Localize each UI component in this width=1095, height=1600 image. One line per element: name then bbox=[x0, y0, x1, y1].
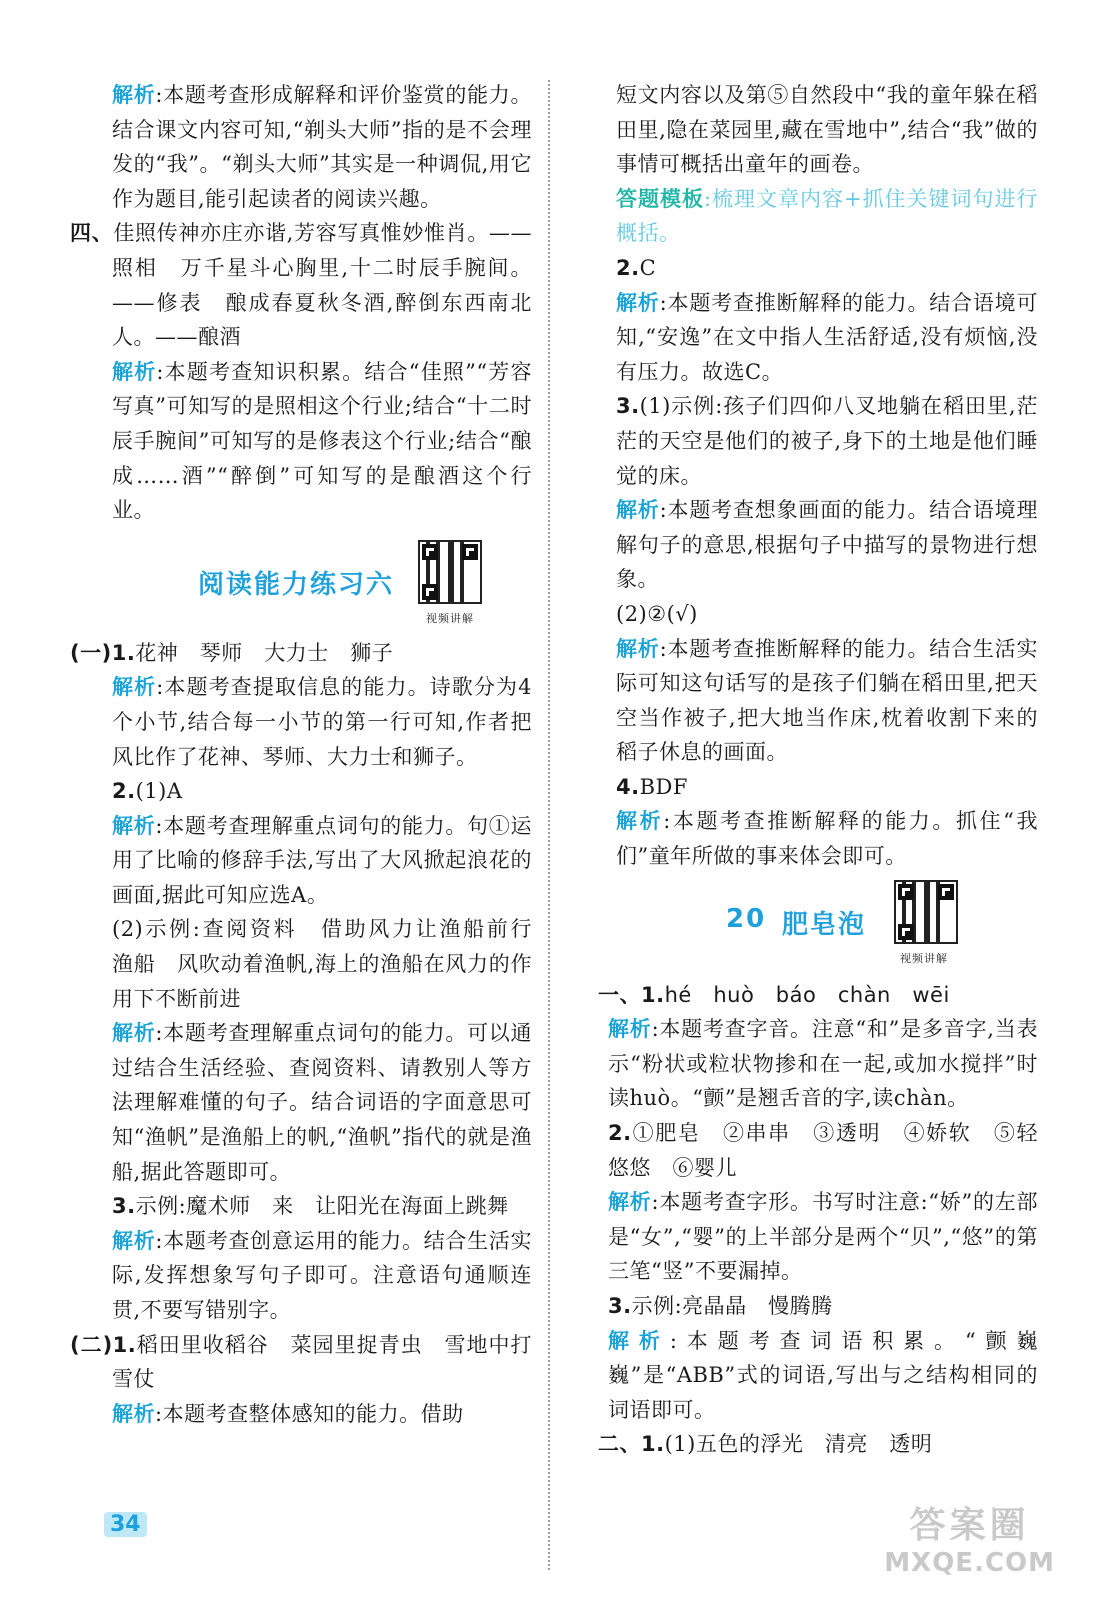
analysis-paragraph: 解析:本题考查词语积累。“颤巍巍”是“ABB”式的词语,写出与之结构相同的词语即可。 bbox=[608, 1328, 1038, 1422]
analysis-paragraph: 解析:本题考查形成解释和评价鉴赏的能力。结合课文内容可知,“剃头大师”指的是不会理发的“我”。“剃头大师”其实是一种调侃,用它作为题目,能引起读者的阅读兴趣。 bbox=[112, 83, 533, 211]
part-1-question-1: (一)1.花神 琴师 大力士 狮子 bbox=[70, 640, 394, 665]
analysis-tag: 解析 bbox=[112, 359, 157, 384]
analysis-paragraph: 解析:本题考查知识积累。结合“佳照”“芳容写真”可知写的是照相这个行业;结合“十二时辰手腕间”可知写的是修表这个行业;结合“酿成……酒”“醉倒”可知写的是酿酒这个行业。 bbox=[112, 359, 532, 523]
section-title: 阅读能力练习六 bbox=[198, 569, 395, 600]
lesson-number: 20 bbox=[726, 903, 767, 934]
left-column bbox=[70, 78, 554, 1431]
analysis-paragraph: 解析:本题考查字形。书写时注意:“娇”的左部是“女”,“婴”的上半部分是两个“贝”,“悠”的第三笔“竖”不要漏掉。 bbox=[608, 1190, 1039, 1284]
question-3-b: (2)②(√) bbox=[616, 601, 698, 626]
analysis-paragraph: 解析:本题考查理解重点词句的能力。句①运用了比喻的修辞手法,写出了大风掀起浪花的画面,据此可知应选A。 bbox=[112, 813, 533, 907]
question-4: 4.BDF bbox=[616, 774, 688, 799]
lesson-heading bbox=[598, 874, 1038, 978]
analysis-paragraph: 解析:本题考查字音。注意“和”是多音字,当表示“粉状或粒状物掺和在一起,或加水搅拌”时读huò。“颤”是翘舌音的字,读chàn。 bbox=[608, 1017, 1038, 1111]
part-1-question-2: 2.①肥皂 ②串串 ③透明 ④娇软 ⑤轻悠悠 ⑥婴儿 bbox=[608, 1121, 1038, 1180]
answer-template: 答题模板:梳理文章内容+抓住关键词句进行概括。 bbox=[616, 186, 1039, 246]
qr-caption: 视频讲解 bbox=[900, 951, 948, 965]
lesson-title: 肥皂泡 bbox=[782, 909, 867, 940]
analysis-paragraph: 解析:本题考查创意运用的能力。结合生活实际,发挥想象写句子即可。注意语句通顺连贯,不要写错别字。 bbox=[112, 1228, 533, 1322]
qr-code-icon[interactable] bbox=[418, 540, 482, 604]
qr-code-icon[interactable] bbox=[894, 880, 958, 944]
part-1-question-2: 2.(1)A bbox=[112, 779, 183, 804]
analysis-paragraph: 解析:本题考查整体感知的能力。借助 bbox=[112, 1401, 464, 1426]
question-3: 3.(1)示例:孩子们四仰八叉地躺在稻田里,茫茫的天空是他们的被子,身下的土地是他们睡觉的床。 bbox=[616, 394, 1038, 488]
part-2-question-1: (二)1.稻田里收稻谷 菜园里捉青虫 雪地中打雪仗 bbox=[70, 1332, 532, 1392]
part-1-question-2-b: (2)示例:查阅资料 借助风力让渔船前行 渔船 风吹动着渔帆,海上的渔船在风力的作用下不断前进 bbox=[112, 917, 554, 1011]
analysis-paragraph: 解析:本题考查推断解释的能力。抓住“我们”童年所做的事来体会即可。 bbox=[616, 809, 1038, 869]
analysis-paragraph: 解析:本题考查推断解释的能力。结合语境可知,“安逸”在文中指人生活舒适,没有烦恼,没有压力。故选C。 bbox=[616, 290, 1038, 384]
part-1-question-1: 一、1.hé huò báo chàn wēi bbox=[598, 982, 950, 1007]
page-number: 34 bbox=[104, 1512, 147, 1537]
analysis-paragraph: 解析:本题考查想象画面的能力。结合语境理解句子的意思,根据句子中描写的景物进行想象。 bbox=[616, 498, 1038, 592]
analysis-paragraph: 解析:本题考查提取信息的能力。诗歌分为4个小节,结合每一小节的第一行可知,作者把风比作了花神、琴师、大力士和狮子。 bbox=[112, 675, 532, 769]
part-1-question-3: 3.示例:魔术师 来 让阳光在海面上跳舞 bbox=[112, 1194, 509, 1219]
watermark-logo: 答案圈 MXQE.COM bbox=[884, 1505, 1055, 1578]
right-column bbox=[598, 78, 1038, 1462]
column-divider bbox=[548, 80, 550, 1570]
section-heading bbox=[70, 528, 532, 636]
question-2: 2.C bbox=[616, 255, 657, 280]
analysis-paragraph: 解析:本题考查理解重点词句的能力。可以通过结合生活经验、查阅资料、请教别人等方法理解难懂的句子。结合词语的字面意思可知“渔帆”是渔船上的帆,“渔帆”指代的就是渔船,据此答题即可。 bbox=[112, 1021, 533, 1184]
continued-paragraph: 短文内容以及第⑤自然段中“我的童年躲在稻田里,隐在菜园里,藏在雪地中”,结合“我”做的事情可概括出童年的画卷。 bbox=[616, 83, 1038, 177]
qr-caption: 视频讲解 bbox=[426, 611, 474, 625]
analysis-tag: 解析 bbox=[112, 83, 156, 107]
part-1-question-3: 3.示例:亮晶晶 慢腾腾 bbox=[608, 1294, 833, 1318]
analysis-paragraph: 解析:本题考查推断解释的能力。结合生活实际可知这句话写的是孩子们躺在稻田里,把天空当作被子,把大地当作床,枕着收割下来的稻子休息的画面。 bbox=[616, 636, 1038, 765]
question-4: 四、佳照传神亦庄亦谐,芳容写真惟妙惟肖。——照相 万千星斗心胸里,十二时辰手腕间。——修表 酿成春夏秋冬酒,醉倒东西南北人。——酿酒 bbox=[70, 221, 532, 350]
part-2-question-1: 二、1.(1)五色的浮光 清亮 透明 bbox=[598, 1432, 933, 1457]
